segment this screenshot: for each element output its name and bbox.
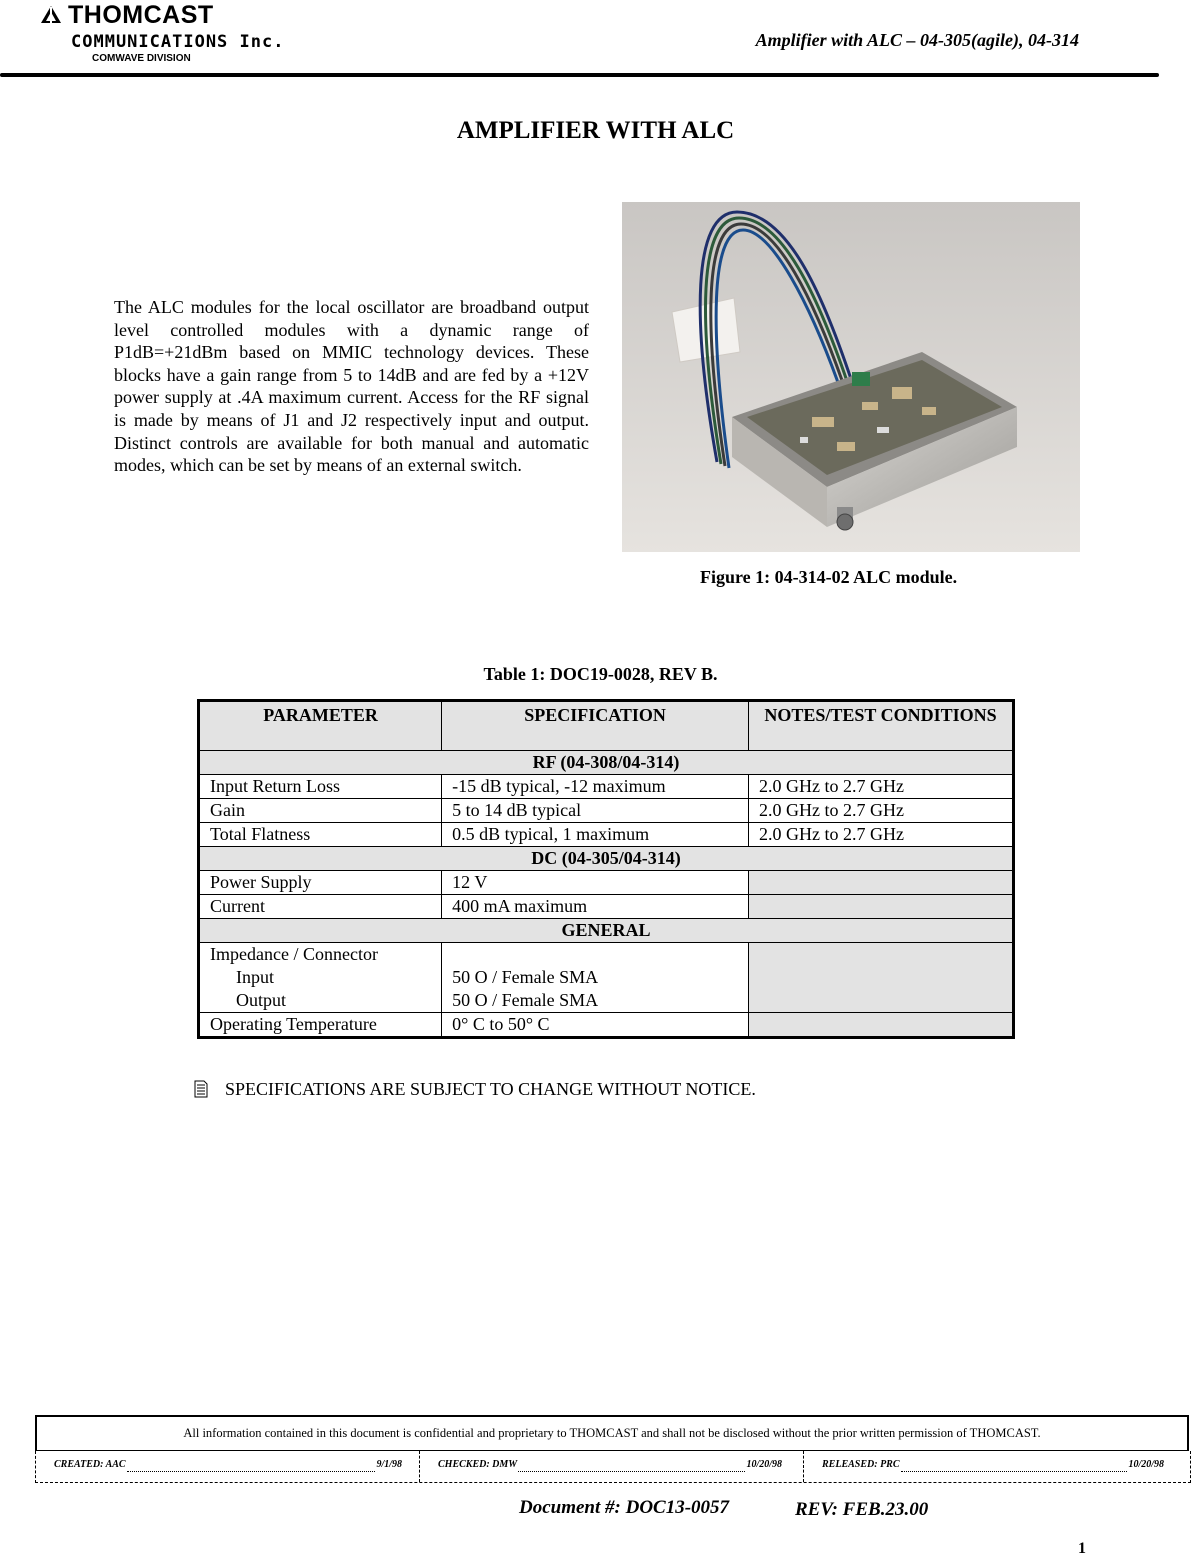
released-field xyxy=(822,1451,1164,1482)
section-title: RF (04-308/04-314) xyxy=(199,751,1014,775)
section-row-dc xyxy=(199,847,1014,871)
confidentiality-notice: All information contained in this document is confidential and proprietary to THOMCAST and shall not be disclosed without the prior written permission of THOMCAST. xyxy=(35,1415,1189,1451)
approval-signatures xyxy=(35,1451,1191,1483)
page-number: 1 xyxy=(1078,1540,1086,1557)
logo-brand xyxy=(40,2,214,28)
spec-cell: 5 to 14 dB typical xyxy=(442,799,749,823)
document-number: Document #: DOC13-0057 xyxy=(519,1497,730,1518)
figure-caption: Figure 1: 04-314-02 ALC module. xyxy=(700,567,958,587)
specification-table xyxy=(197,699,1015,1039)
spec-cell: -15 dB typical, -12 maximum xyxy=(442,775,749,799)
param-cell: Power Supply xyxy=(199,871,442,895)
param-cell: Total Flatness xyxy=(199,823,442,847)
company-logo xyxy=(40,2,340,68)
spec-cell: 400 mA maximum xyxy=(442,895,749,919)
released-date: 10/20/98 xyxy=(1128,1459,1164,1470)
section-row-general xyxy=(199,919,1014,943)
logo-subtitle: COMMUNICATIONS Inc. xyxy=(71,32,285,52)
logo-brand-text: THOMCAST xyxy=(68,1,214,29)
spec-cell: 0.5 dB typical, 1 maximum xyxy=(442,823,749,847)
document-icon xyxy=(194,1080,208,1098)
notes-cell: 2.0 GHz to 2.7 GHz xyxy=(748,775,1013,799)
created-field xyxy=(54,1451,402,1482)
thomcast-logo-icon xyxy=(40,5,62,25)
checked-label: CHECKED: DMW xyxy=(438,1459,518,1470)
param-cell: Current xyxy=(199,895,442,919)
table-row xyxy=(199,799,1014,823)
section-row-rf xyxy=(199,751,1014,775)
notice-text: SPECIFICATIONS ARE SUBJECT TO CHANGE WITHOUT NOTICE. xyxy=(225,1079,756,1099)
notice xyxy=(194,1079,756,1100)
table-row-impedance xyxy=(199,943,1014,1013)
notes-cell xyxy=(748,871,1013,895)
param-cell xyxy=(199,943,442,1013)
spec-cell: 0° C to 50° C xyxy=(442,1013,749,1038)
param-cell: Gain xyxy=(199,799,442,823)
table-row xyxy=(199,775,1014,799)
param-cell: Operating Temperature xyxy=(199,1013,442,1038)
table-row xyxy=(199,871,1014,895)
document-revision: REV: FEB.23.00 xyxy=(795,1499,929,1520)
output-spec: 50 O / Female SMA xyxy=(452,990,599,1010)
header-divider xyxy=(0,73,1159,77)
intro-paragraph: The ALC modules for the local oscillator are broadband output level controlled modules with a dynamic range of P1dB=+21dBm based on MMIC technology devices. These blocks have a gain range from 5 to 14dB and are fed by a +12V power supply at .4A maximum current. Access for the RF signal is made by means of J1 and J2 respectively input and output. Distinct controls are available for both manual and automatic modes, which can be set by means of an external switch. xyxy=(114,297,589,476)
spec-cell xyxy=(442,943,749,1013)
table-caption: Table 1: DOC19-0028, REV B. xyxy=(483,664,718,684)
table-row xyxy=(199,823,1014,847)
checked-date: 10/20/98 xyxy=(746,1459,782,1470)
notes-cell xyxy=(748,943,1013,1013)
notes-cell xyxy=(748,895,1013,919)
checked-field xyxy=(438,1451,782,1482)
released-label: RELEASED: PRC xyxy=(822,1459,900,1470)
input-label: Input xyxy=(236,967,274,987)
notes-cell: 2.0 GHz to 2.7 GHz xyxy=(748,823,1013,847)
section-title: GENERAL xyxy=(199,919,1014,943)
page-title: AMPLIFIER WITH ALC xyxy=(456,117,735,144)
footer-box xyxy=(35,1415,1189,1484)
column-header: PARAMETER xyxy=(199,701,442,751)
logo-division: COMWAVE DIVISION xyxy=(92,53,191,64)
section-title: DC (04-305/04-314) xyxy=(199,847,1014,871)
input-spec: 50 O / Female SMA xyxy=(452,967,599,987)
column-header: NOTES/TEST CONDITIONS xyxy=(748,701,1013,751)
created-label: CREATED: AAC xyxy=(54,1459,126,1470)
table-row xyxy=(199,1013,1014,1038)
table-row xyxy=(199,895,1014,919)
param-cell: Input Return Loss xyxy=(199,775,442,799)
alc-module-photo xyxy=(622,202,1080,552)
impedance-label: Impedance / Connector xyxy=(210,944,378,964)
document-heading: Amplifier with ALC – 04-305(agile), 04-314 xyxy=(755,30,1079,50)
output-label: Output xyxy=(236,990,287,1010)
table-header-row xyxy=(199,701,1014,751)
column-header: SPECIFICATION xyxy=(442,701,749,751)
spec-cell: 12 V xyxy=(442,871,749,895)
notes-cell xyxy=(748,1013,1013,1038)
notes-cell: 2.0 GHz to 2.7 GHz xyxy=(748,799,1013,823)
created-date: 9/1/98 xyxy=(376,1459,402,1470)
